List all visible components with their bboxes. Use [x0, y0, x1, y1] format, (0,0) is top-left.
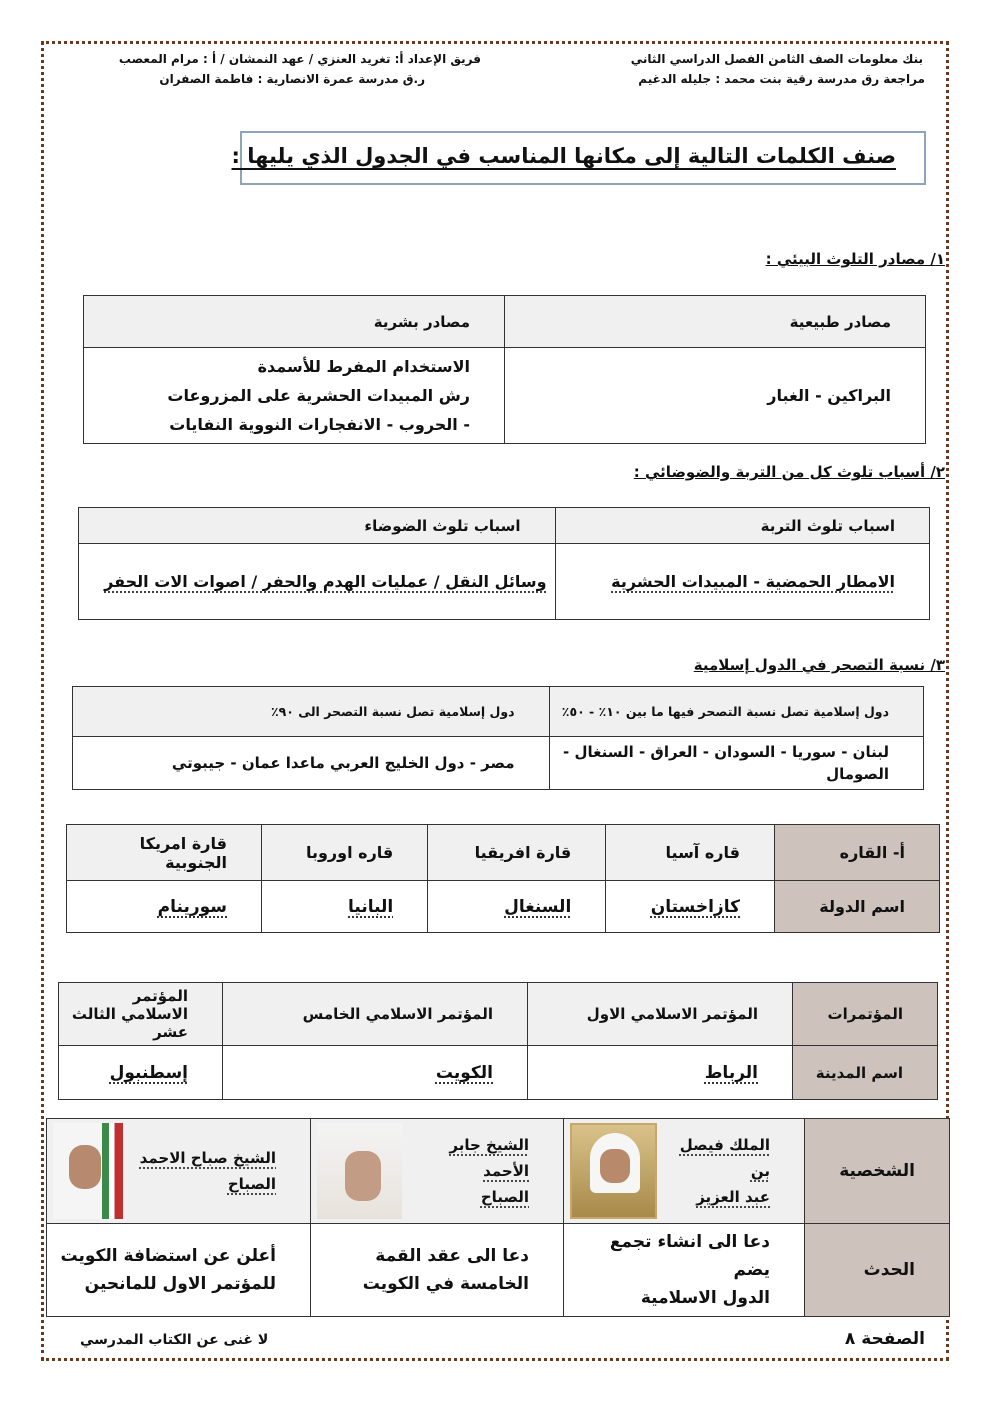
- country-row-label: اسم الدولة: [775, 881, 940, 933]
- event-faisal: [564, 1224, 805, 1317]
- header-prep-team: فريق الإعداد أ: تغريد العنزي / عهد النمشان / أ : مرام المعصب: [118, 52, 481, 66]
- conferences-table: [58, 982, 938, 1100]
- figure-faisal-name-1: الملك فيصل بن: [679, 1136, 770, 1180]
- country-africa: السنغال: [428, 881, 606, 933]
- instruction-text: صنف الكلمات التالية إلى مكانها المناسب في الجدول الذي يليها :: [231, 144, 896, 168]
- human-source-2: رش المبيدات الحشرية على المزروعات: [167, 386, 470, 405]
- desert-10-50-value: لبنان - سوريا - السودان - العراق - السنغال - الصومال: [549, 737, 923, 790]
- portrait-jaber-image: [317, 1123, 402, 1219]
- continent-africa: قارة افريقيا: [428, 825, 606, 881]
- figure-jaber-name-2: الصباح: [480, 1188, 529, 1206]
- event-jaber-line-1: دعا الى عقد القمة: [375, 1246, 529, 1266]
- col-natural-sources: مصادر طبيعية: [505, 296, 926, 348]
- continent-south-america: قارة امريكا الجنوبية: [67, 825, 262, 881]
- continents-table: [66, 824, 940, 933]
- human-sources-value: [84, 348, 505, 444]
- figure-faisal: [564, 1119, 805, 1224]
- conference-thirteenth: المؤتمر الاسلامي الثالث عشر: [59, 983, 223, 1046]
- figure-sabah-name-1: الشيخ صباح الاحمد: [139, 1149, 276, 1167]
- section2-heading: ٢/ أسباب تلوث كل من التربة والضوضائي :: [633, 463, 945, 481]
- desert-90-value: مصر - دول الخليج العربي ماعدا عمان - جيبوتي: [73, 737, 550, 790]
- figure-sabah-name-2: الصباح: [227, 1175, 276, 1193]
- header-school: ر.ق مدرسة عمرة الانصارية : فاطمة الصفران: [159, 72, 425, 86]
- country-south-america: سورينام: [67, 881, 262, 933]
- figure-faisal-name-2: عبد العزيز: [696, 1188, 770, 1206]
- conference-first: المؤتمر الاسلامي الاول: [528, 983, 793, 1046]
- natural-sources-value: البراكين - الغبار: [505, 348, 926, 444]
- desertification-table: [72, 686, 924, 790]
- event-jaber-line-2: الخامسة في الكويت: [362, 1274, 529, 1294]
- footer-page-number: الصفحة ٨: [844, 1329, 925, 1349]
- figure-jaber-name-1: الشيخ جابر الأحمد: [449, 1136, 529, 1180]
- event-sabah-line-1: أعلن عن استضافة الكويت: [60, 1246, 276, 1266]
- human-source-1: الاستخدام المفرط للأسمدة: [257, 357, 470, 376]
- noise-causes-value: وسائل النقل / عمليات الهدم والحفر / اصوات الات الحفر: [79, 544, 556, 620]
- col-human-sources: مصادر بشرية: [84, 296, 505, 348]
- continent-asia: قاره آسيا: [606, 825, 775, 881]
- figure-jaber: [311, 1119, 564, 1224]
- city-thirteenth: إسطنبول: [59, 1046, 223, 1100]
- continent-row-label: أ- القاره: [775, 825, 940, 881]
- event-sabah-line-2: للمؤتمر الاول للمانحين: [84, 1274, 276, 1294]
- portrait-faisal-image: [570, 1123, 657, 1219]
- country-asia: كازاخستان: [606, 881, 775, 933]
- city-row-label: اسم المدينة: [793, 1046, 938, 1100]
- event-faisal-line-2: الدول الاسلامية: [640, 1288, 770, 1308]
- col-noise-causes: اسباب تلوث الضوضاء: [79, 508, 556, 544]
- portrait-sabah-image: [53, 1123, 123, 1219]
- figure-sabah: [47, 1119, 311, 1224]
- instruction-box: [231, 131, 926, 185]
- event-faisal-line-1: دعا الى انشاء تجمع يضم: [609, 1232, 770, 1280]
- conference-row-label: المؤتمرات: [793, 983, 938, 1046]
- col-desert-10-50: دول إسلامية تصل نسبة التصحر فيها ما بين ١٠٪ - ٥٠٪: [549, 687, 923, 737]
- figures-table: [46, 1118, 950, 1317]
- city-fifth: الكويت: [223, 1046, 528, 1100]
- pollution-causes-table: [78, 507, 930, 620]
- country-europe: البانيا: [262, 881, 428, 933]
- figure-row-label: الشخصية: [805, 1119, 950, 1224]
- soil-causes-value: الامطار الحمضية - المبيدات الحشرية: [555, 544, 929, 620]
- header-reviewer: مراجعة رق مدرسة رقية بنت محمد : جليله الدغيم: [638, 72, 925, 86]
- event-sabah: [47, 1224, 311, 1317]
- human-source-3: - الحروب - الانفجارات النووية النفايات: [169, 415, 470, 434]
- city-first: الرباط: [528, 1046, 793, 1100]
- event-row-label: الحدث: [805, 1224, 950, 1317]
- header-bank-title: بنك معلومات الصف الثامن الفصل الدراسي الثاني: [630, 52, 923, 66]
- footer-note: لا غنى عن الكتاب المدرسي: [80, 1332, 269, 1348]
- conference-fifth: المؤتمر الاسلامي الخامس: [223, 983, 528, 1046]
- section1-heading: ١/ مصادر التلوث البيئي :: [765, 250, 945, 268]
- continent-europe: قاره اوروبا: [262, 825, 428, 881]
- section3-heading: ٣/ نسبة التصحر في الدول إسلامية: [693, 656, 945, 674]
- pollution-sources-table: [83, 295, 926, 444]
- event-jaber: [311, 1224, 564, 1317]
- col-desert-90: دول إسلامية تصل نسبة التصحر الى ٩٠٪: [73, 687, 550, 737]
- col-soil-causes: اسباب تلوث التربة: [555, 508, 929, 544]
